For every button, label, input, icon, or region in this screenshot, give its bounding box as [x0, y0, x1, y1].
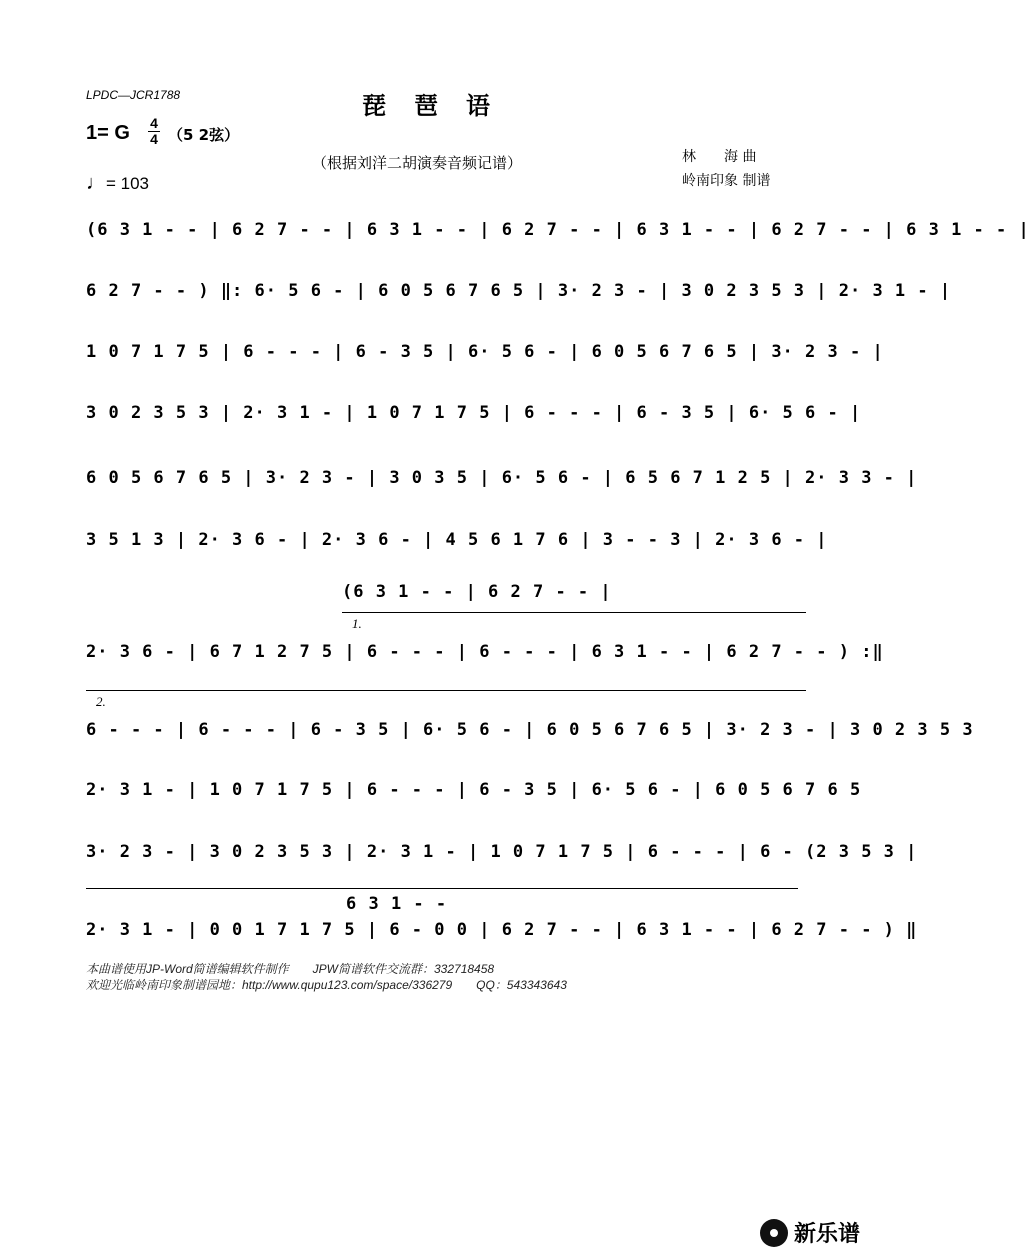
- score-line-2: [86, 281, 952, 301]
- notation-text: 6 - - - | 6 - - - | 6 - 3 5 | 6· 5 6 - | 6 0 5 6 7 6 5 | 3· 2 3 - | 3 0 2 3 5 3: [86, 720, 974, 740]
- brand-name: 新乐谱: [794, 1222, 861, 1247]
- score-line-3: [86, 342, 884, 362]
- score-line-8: [86, 720, 974, 740]
- score-line-5: [86, 468, 918, 488]
- notation-text: 2· 3 1 - | 1 0 7 1 7 5 | 6 - - - | 6 - 3 5 | 6· 5 6 - | 6 0 5 6 7 6 5: [86, 780, 862, 800]
- score-line-10: [86, 842, 918, 862]
- notation-text: 3 5 1 3 | 2· 3 6 - | 2· 3 6 - | 4 5 6 1 7 6 | 3 - - 3 | 2· 3 6 - |: [86, 530, 828, 550]
- footer-line-2: 欢迎光临岭南印象制谱园地：http://www.qupu123.com/space/336279 QQ：543343643: [86, 978, 567, 992]
- notation-text: 1 0 7 1 7 5 | 6 - - - | 6 - 3 5 | 6· 5 6 - | 6 0 5 6 7 6 5 | 3· 2 3 - |: [86, 342, 884, 362]
- footer-line-1: 本曲谱使用JP-Word简谱编辑软件制作 JPW简谱软件交流群：332718458: [86, 962, 495, 976]
- key-signature: [86, 122, 130, 145]
- notation-text: (6 3 1 - - | 6 2 7 - - | 6 3 1 - - | 6 2 7 - - | 6 3 1 - - | 6 2 7 - - | 6 3 1 - - |: [86, 220, 1030, 240]
- time-signature: [148, 116, 160, 147]
- ossia-line: [342, 582, 612, 602]
- key-label: 1= G: [86, 122, 130, 144]
- quarter-note-icon: ♩: [86, 172, 106, 194]
- score-code: LPDC—JCR1788: [86, 88, 181, 102]
- score-line-6: [86, 530, 828, 550]
- notation-text: 2· 3 6 - | 6 7 1 2 7 5 | 6 - - - | 6 - - - | 6 3 1 - - | 6 2 7 - - ) :‖: [86, 642, 884, 662]
- tempo-value: = 103: [106, 174, 150, 193]
- notation-text: 3 0 2 3 5 3 | 2· 3 1 - | 1 0 7 1 7 5 | 6 - - - | 6 - 3 5 | 6· 5 6 - |: [86, 403, 862, 423]
- vinyl-disc-icon: [760, 1219, 788, 1247]
- volta-1-label: 1.: [352, 616, 362, 631]
- subtitle: （根据刘洋二胡演奏音频记谱）: [312, 154, 523, 172]
- time-bottom: 4: [150, 131, 158, 147]
- volta-1-bracket: [342, 612, 806, 613]
- notation-text: 6 2 7 - - ) ‖: 6· 5 6 - | 6 0 5 6 7 6 5 | 3· 2 3 - | 3 0 2 3 5 3 | 2· 3 1 - |: [86, 281, 952, 301]
- score-line-1: [86, 220, 1030, 240]
- brand-logo: [760, 1217, 860, 1248]
- score-line-4: [86, 403, 862, 423]
- volta-2-bracket: [86, 690, 806, 691]
- score-line-9: [86, 780, 862, 800]
- time-top: 4: [150, 115, 158, 131]
- page-title: 琵琶语: [362, 91, 518, 120]
- notation-text: 2· 3 1 - | 0 0 1 7 1 7 5 | 6 - 0 0 | 6 2 7 - - | 6 3 1 - - | 6 2 7 - - ) ‖: [86, 920, 918, 940]
- score-line-7: [86, 642, 884, 662]
- coda-bracket: [86, 888, 798, 889]
- tempo-marking: [86, 172, 149, 195]
- score-line-11: [86, 920, 918, 940]
- notation-text: 6 0 5 6 7 6 5 | 3· 2 3 - | 3 0 3 5 | 6· 5 6 - | 6 5 6 7 1 2 5 | 2· 3 3 - |: [86, 468, 918, 488]
- composer-credit: 林 海 曲: [682, 149, 757, 165]
- arranger-credit: 岭南印象 制谱: [682, 173, 771, 189]
- notation-text: 3· 2 3 - | 3 0 2 3 5 3 | 2· 3 1 - | 1 0 7 1 7 5 | 6 - - - | 6 - (2 3 5 3 |: [86, 842, 918, 862]
- notation-text: (6 3 1 - - | 6 2 7 - - |: [342, 582, 612, 602]
- ossia-line-2: [346, 894, 447, 914]
- notation-text: 6 3 1 - -: [346, 894, 448, 914]
- volta-2-label: 2.: [96, 694, 106, 709]
- string-tuning: （5 2弦）: [168, 126, 240, 144]
